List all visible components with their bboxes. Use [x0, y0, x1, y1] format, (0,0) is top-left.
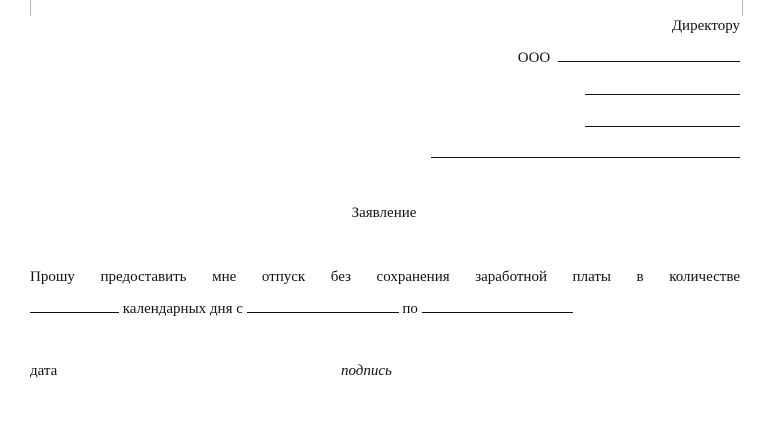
page-corner-mark-right	[742, 0, 743, 16]
days-count-blank	[30, 298, 119, 313]
position-blank-line	[585, 80, 740, 100]
days-label: календарных дня с	[122, 301, 243, 317]
request-text-line-2	[30, 298, 573, 318]
employee-name-blank-line	[431, 143, 740, 163]
from-blank	[585, 112, 740, 127]
to-label: по	[402, 301, 418, 317]
from-blank-line	[585, 112, 740, 132]
page-corner-mark-left	[30, 0, 31, 16]
organization-prefix: ООО	[517, 50, 551, 66]
organization-line	[518, 47, 740, 67]
request-text-line-1: Прошу предоставить мне отпуск без сохранения заработной платы в количестве	[30, 269, 740, 285]
addressee-heading: Директору	[671, 18, 740, 34]
start-date-blank	[247, 298, 399, 313]
signature-label: подпись	[341, 363, 392, 379]
end-date-blank	[422, 298, 573, 313]
position-blank	[585, 80, 740, 95]
employee-name-blank	[431, 143, 740, 158]
document-title: Заявление	[351, 205, 417, 221]
date-label: дата	[30, 363, 58, 379]
organization-name-blank	[558, 47, 740, 62]
